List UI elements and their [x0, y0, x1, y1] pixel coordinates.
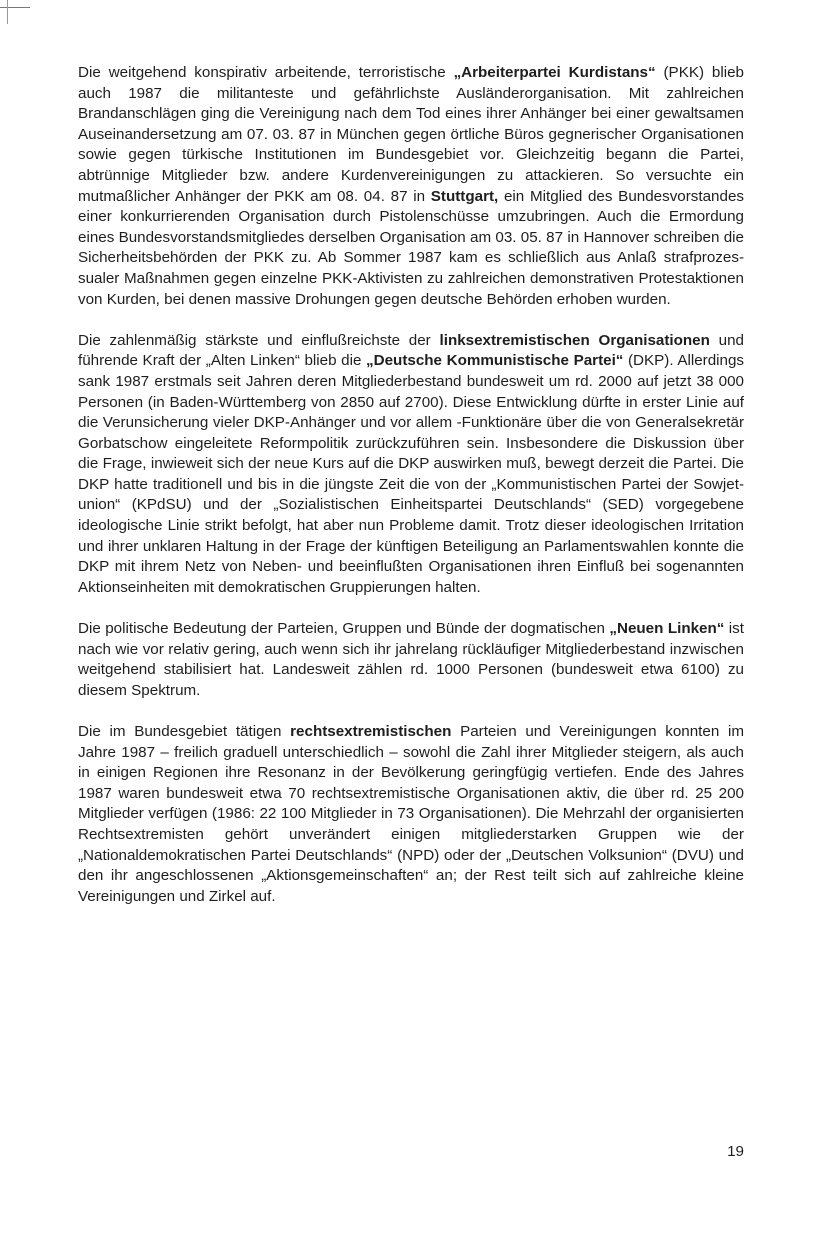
- bold-term-stuttgart: Stuttgart,: [430, 187, 499, 205]
- text-segment: Die politische Bedeutung der Parteien, Gruppen und Bünde der dogmatischen: [78, 620, 610, 638]
- bold-term-rechtsextremistisch: rechtsextremistischen: [290, 723, 452, 740]
- page-body: [78, 63, 744, 907]
- text-segment: ein Mitglied des Bundesvorstandes einer konkurrierenden Organisation durch Pistolenschüsse umzubringen. Auch die Ermordung eines Bundesvorstandsmitgliedes derselben Organisation am 03. 05. 87 in Hannover schreiben die Sicherheitsbehörden der PKK zu. Ab Sommer 1987 kam es schließlich aus Anlaß strafprozessualer Maßnahmen gegen einzelne PKK-Aktivisten zu zahlreichen demonstrativen Protestaktionen von Kurden, bei denen massive Drohungen gegen deutsche Behörden erhoben wurden.: [78, 187, 744, 308]
- paragraph-pkk: [78, 63, 744, 310]
- bold-term-arbeiterpartei-kurdistans: „Arbeiterpartei Kurdistans“: [453, 64, 656, 81]
- text-segment: und führende Kraft der „Alten Linken“ blieb die: [78, 331, 745, 370]
- paragraph-rechtsextremismus: [78, 722, 744, 907]
- text-segment: Die zahlenmäßig stärkste und einflußreichste der: [78, 331, 440, 349]
- text-segment: Die im Bundesgebiet tätigen: [78, 723, 291, 740]
- bold-term-neue-linke: „Neuen Linken“: [609, 620, 725, 638]
- paragraph-dkp: [78, 331, 744, 599]
- crop-mark-horizontal: [0, 7, 30, 8]
- text-segment: Die weitgehend konspirativ arbeitende, terroristische: [78, 64, 454, 81]
- bold-term-deutsche-kommunistische-partei: „Deutsche Kommunistische Partei“: [366, 352, 624, 370]
- page-number: 19: [727, 1143, 744, 1160]
- text-segment: ist nach wie vor relativ gering, auch wenn sich ihr jahrelang rückläufiger Mitgliederbestand inzwischen weitgehend stabilisiert hat. Landesweit zählen rd. 1000 Personen (bundesweit etwa 6100) zu diesem Spektrum.: [78, 620, 744, 699]
- text-segment: (PKK) blieb auch 1987 die militanteste und gefährlichste Ausländerorganisation. Mit zahlreichen Brandanschlägen ging die Vereinigung nach dem Tod eines ihrer Anhänger bei einer gewaltsamen Auseinandersetzung am 07. 03. 87 in München gegen örtliche Büros gegnerischer Organisationen sowie gegen türkische Institutionen im Bundesgebiet vor. Gleichzeitig begann die Partei, abtrünnige Mitglieder bzw. andere Kurdenvereinigungen zu attackieren. So versuchte ein mutmaßlicher Anhänger der PKK am 08. 04. 87 in: [78, 64, 745, 205]
- crop-mark-vertical: [7, 0, 8, 24]
- bold-term-linksextremistische-organisationen: linksextremistischen Organisationen: [439, 331, 710, 349]
- paragraph-neue-linke: [78, 619, 744, 701]
- text-segment: Parteien und Vereinigungen konnten im Jahre 1987 – freilich graduell unterschiedlich – sowohl die Zahl ihrer Mitglieder steigern, als auch in einigen Regionen ihre Resonanz in der Bevölkerung geringfügig vertiefen. Ende des Jahres 1987 waren bundesweit etwa 70 rechtsextremistische Organisationen aktiv, die über rd. 25 200 Mitglieder verfügen (1986: 22 100 Mitglieder in 73 Organisationen). Die Mehrzahl der organisierten Rechtsextremisten gehört unverändert einigen mitgliederstarken Gruppen wie der „Nationaldemokratischen Partei Deutschlands“ (NPD) oder der „Deutschen Volksunion“ (DVU) und den ihr angeschlossenen „Aktionsgemeinschaften“ an; der Rest teilt sich auf zahlreiche kleine Vereinigungen und Zirkel auf.: [78, 723, 744, 905]
- text-segment: (DKP). Allerdings sank 1987 erstmals seit Jahren deren Mitgliederbestand bundesweit um rd. 2000 auf jetzt 38 000 Personen (in Baden-Württemberg von 2850 auf 2700). Diese Entwicklung dürfte in erster Linie auf die Verunsicherung vieler DKP-Anhänger und vor allem -Funktionäre über die von Generalsekretär Gorbatschow eingeleitete Reformpolitik zurückzuführen sein. Insbesondere die Diskussion über die Frage, inwieweit sich der neue Kurs auf die DKP auswirken muß, bewegt derzeit die Partei. Die DKP hatte traditionell und bis in die jüngste Zeit die von der „Kommunistischen Partei der Sowjetunion“ (KPdSU) und der „Sozialistischen Einheitspartei Deutschlands“ (SED) vorgegebene ideologische Linie strikt befolgt, hat aber nun Probleme damit. Trotz dieser ideologischen Irritation und ihrer unklaren Haltung in der Frage der künftigen Beteiligung an Parlamentswahlen konnte die DKP mit ihrem Netz von Neben- und beeinflußten Organisationen ihren Einfluß bei sogenannten Aktionseinheiten mit demokratischen Gruppierungen halten.: [78, 352, 745, 596]
